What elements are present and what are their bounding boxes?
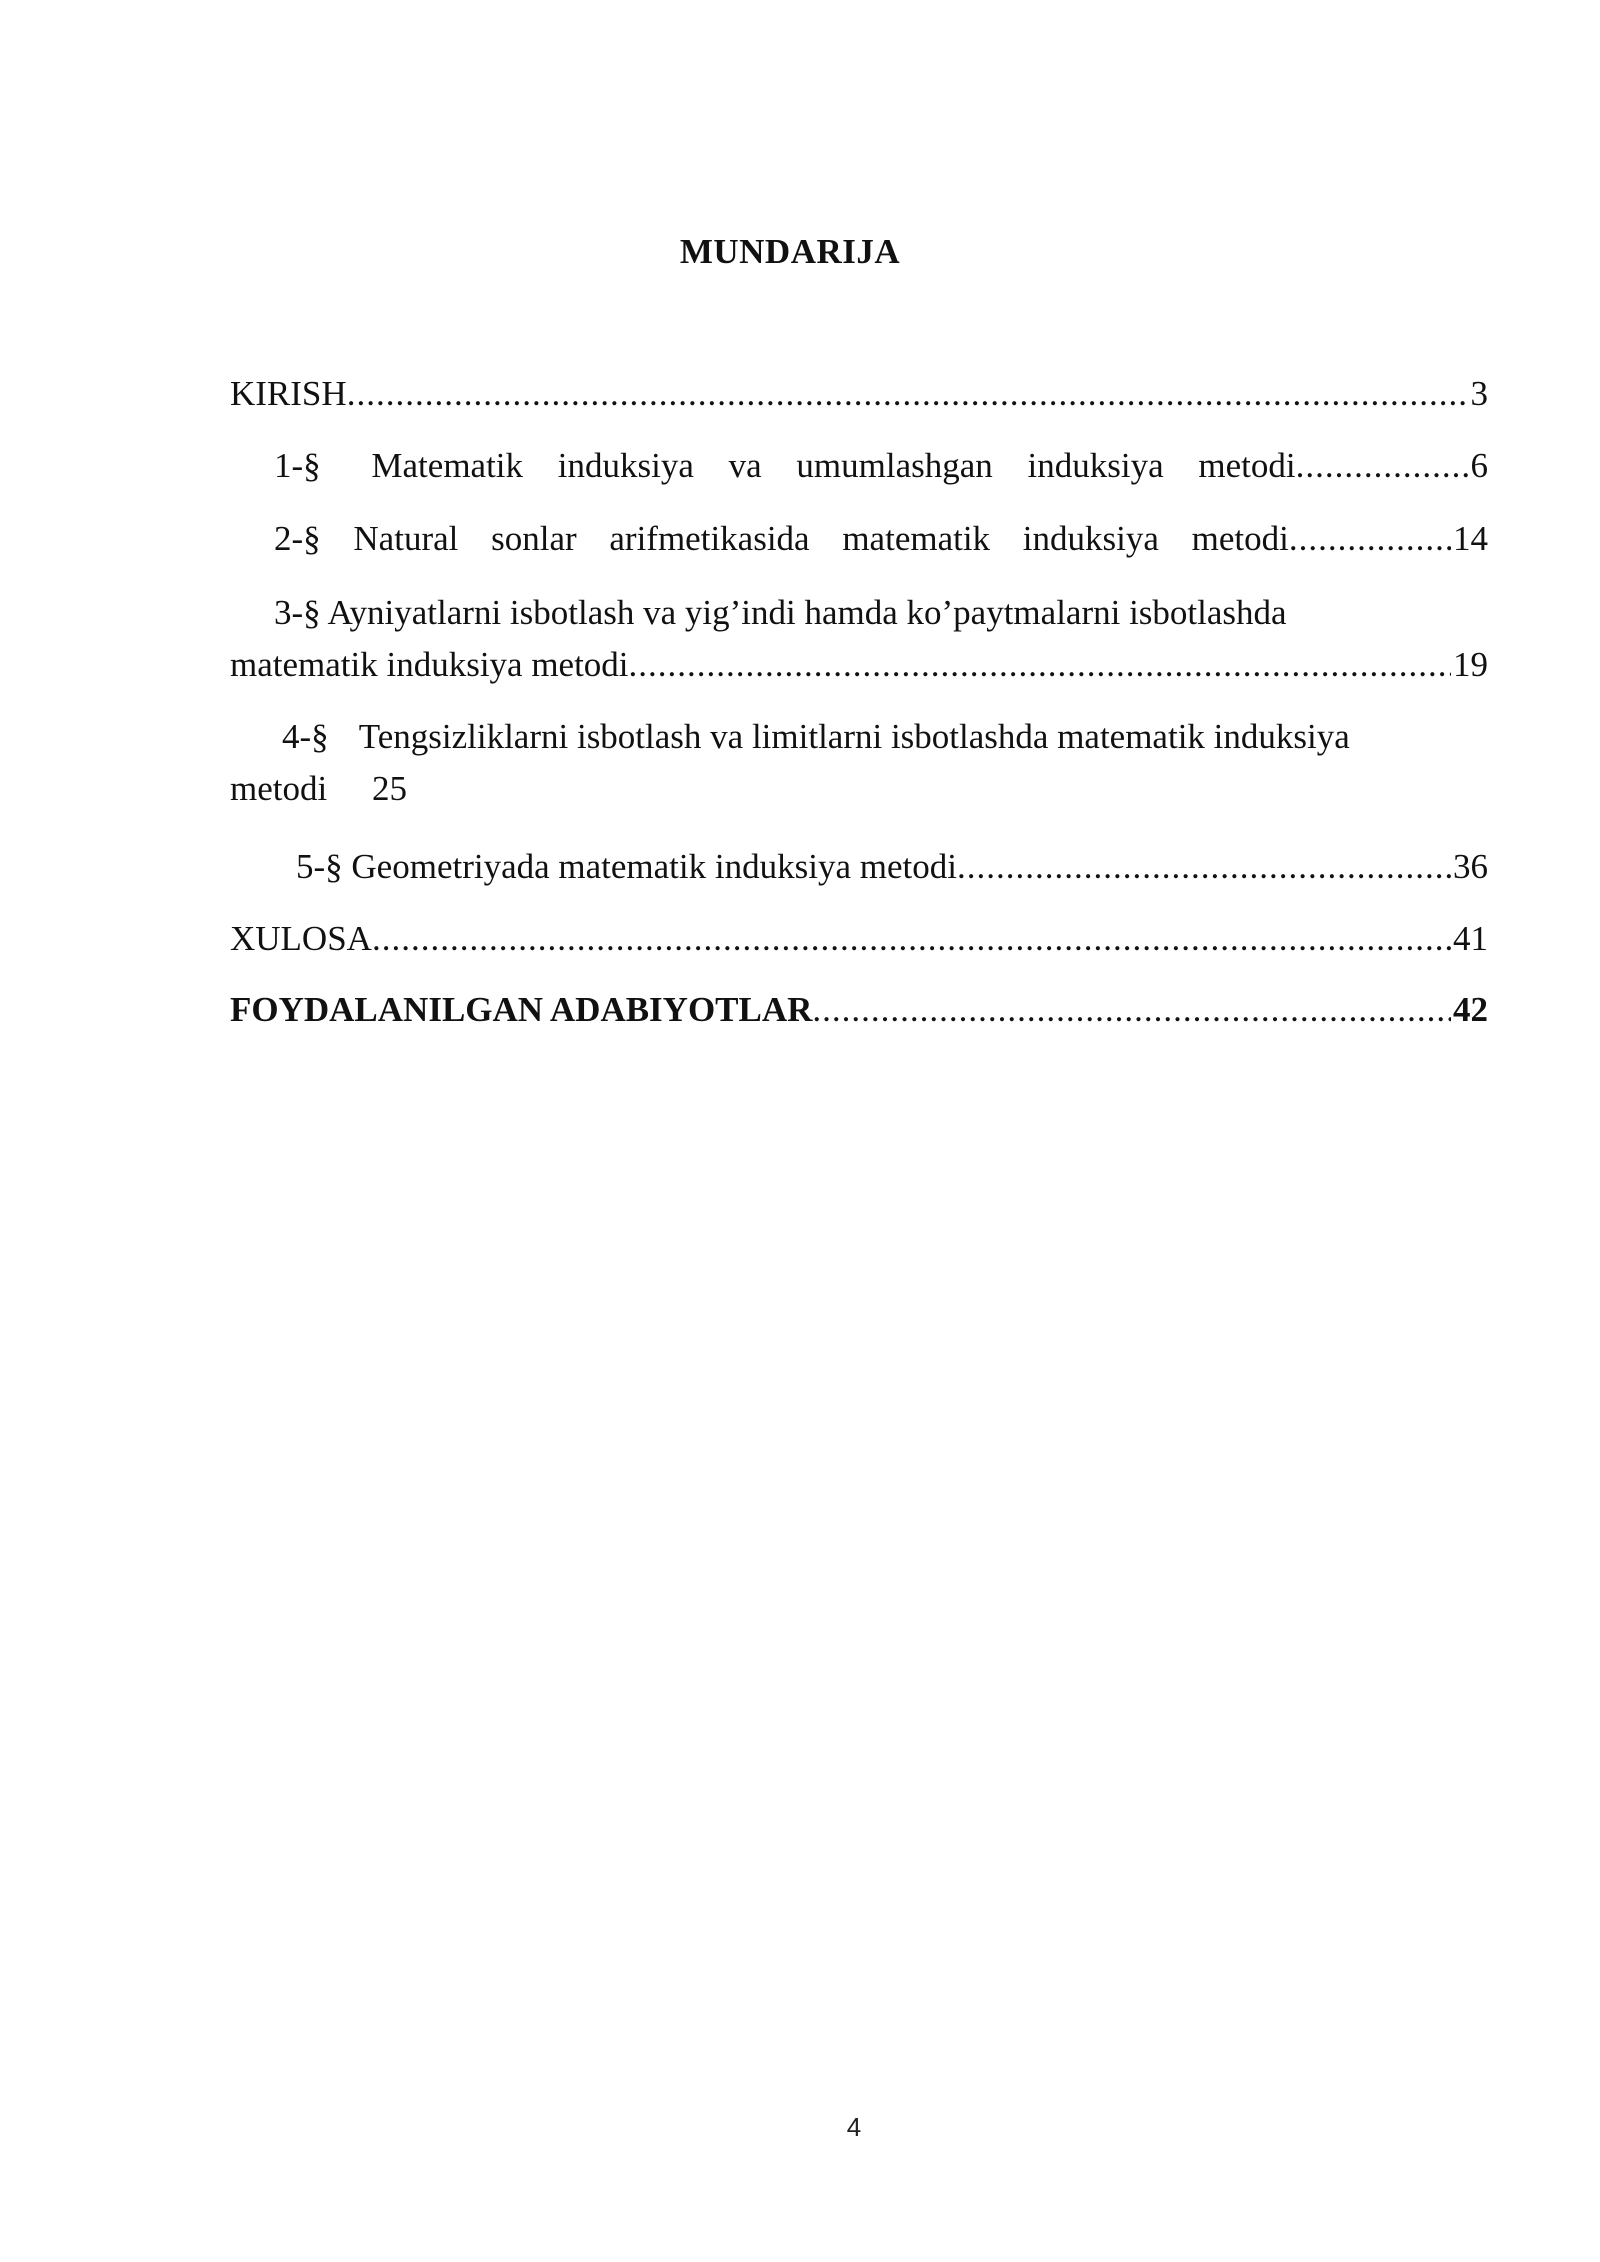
section-number: 5-§ — [296, 847, 343, 886]
dot-leader — [957, 841, 1451, 893]
toc-entry-label: Geometriyada matematik induksiya metodi — [351, 847, 957, 886]
toc-entry-section-2[interactable] — [274, 513, 1488, 565]
toc-entry-label: Matematik induksiya va umumlashgan induksiya metodi — [371, 446, 1296, 485]
toc-entry-section-3-line-1[interactable] — [274, 587, 1287, 639]
section-number: 3-§ — [274, 593, 321, 632]
toc-entry-page: 3 — [1470, 374, 1488, 413]
page-number: 4 — [846, 2112, 862, 2142]
toc-entry-kirish[interactable] — [230, 368, 1488, 420]
toc-entry-xulosa[interactable] — [230, 913, 1488, 965]
section-number: 1-§ — [274, 446, 321, 485]
dot-leader — [629, 639, 1451, 691]
toc-entry-section-5[interactable] — [296, 841, 1488, 893]
toc-entry-section-1[interactable] — [274, 440, 1488, 492]
toc-entry-foydalanilgan-adabiyotlar[interactable] — [230, 984, 1488, 1036]
toc-entry-page: 19 — [1453, 645, 1488, 684]
dot-leader — [812, 984, 1451, 1036]
toc-entry-label: FOYDALANILGAN ADABIYOTLAR — [230, 990, 813, 1029]
toc-entry-section-3-line-2[interactable] — [230, 639, 1488, 691]
toc-entry-label: Natural sonlar arifmetikasida matematik induksiya metodi — [353, 519, 1289, 558]
toc-entry-label: matematik induksiya metodi — [230, 645, 629, 684]
section-number: 4-§ — [282, 717, 329, 756]
toc-entry-section-4-line-2[interactable] — [230, 763, 407, 815]
toc-entry-page: 42 — [1453, 990, 1488, 1029]
toc-entry-page: 41 — [1453, 919, 1488, 958]
toc-entry-label: XULOSA — [230, 919, 372, 958]
toc-entry-page: 6 — [1470, 446, 1488, 485]
toc-entry-label: Ayniyatlarni isbotlash va yig’indi hamda ko’paytmalarni isbotlashda — [327, 593, 1287, 632]
toc-entry-page: 36 — [1453, 847, 1488, 886]
page-title: MUNDARIJA — [679, 232, 901, 271]
dot-leader — [347, 368, 1469, 420]
toc-entry-label: metodi — [230, 769, 328, 808]
toc-entry-page: 14 — [1453, 519, 1488, 558]
toc-entry-section-4-line-1[interactable] — [282, 711, 1350, 763]
toc-entry-label: Tengsizliklarni isbotlash va limitlarni isbotlashda matematik induksiya — [358, 717, 1350, 756]
dot-leader — [1289, 513, 1451, 565]
dot-leader — [372, 913, 1451, 965]
toc-entry-page: 25 — [371, 769, 407, 808]
dot-leader — [1296, 440, 1469, 492]
toc-entry-label: KIRISH — [230, 374, 347, 413]
section-number: 2-§ — [274, 519, 321, 558]
